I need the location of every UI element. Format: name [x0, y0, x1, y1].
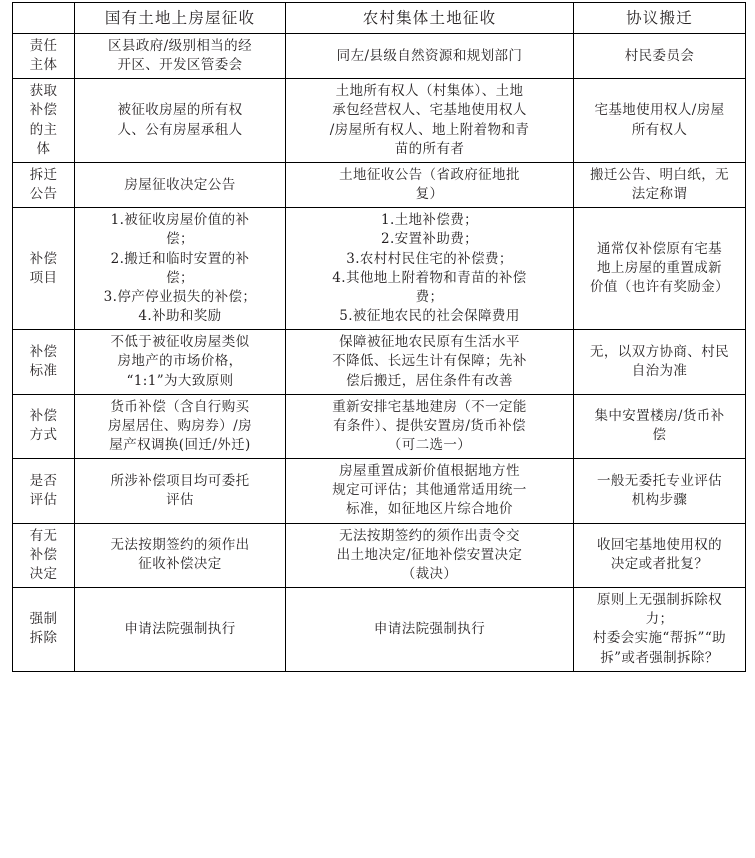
cell-line: 村委会实施“帮拆”“助: [592, 630, 727, 647]
cell-line: 3.停产停业损失的补偿；: [103, 288, 257, 305]
cell-line: 村民委员会: [624, 47, 695, 64]
row-label-line: 是否: [29, 472, 58, 489]
row-label-6: [13, 459, 75, 523]
cell-line: 被征收房屋的所有权: [117, 102, 243, 119]
cell-line: 区县政府/级别相当的经: [108, 38, 252, 54]
cell-line: 3.农村村民住宅的补偿费；: [346, 250, 513, 267]
cell-line: 评估: [166, 491, 194, 508]
row-label-line: 有无: [29, 527, 58, 544]
cell-line: 开区、开发区管委会: [117, 57, 243, 74]
cell-line: 机构步骤: [631, 491, 688, 508]
row-label-line: 获取: [29, 83, 58, 100]
row-label-line: 公告: [29, 186, 58, 203]
table-body: [13, 3, 746, 672]
cell-rural_collective-2: [286, 162, 574, 207]
row-label-line: 的主: [29, 121, 58, 138]
cell-line: 同左/县级自然资源和规划部门: [336, 47, 523, 64]
row-label-line: 标准: [29, 362, 58, 379]
cell-state_land-3: [75, 208, 286, 330]
row-label-line: 项目: [29, 269, 58, 286]
cell-line: 一般无委托专业评估: [596, 472, 723, 489]
cell-line: 2.搬迁和临时安置的补: [110, 250, 250, 267]
cell-line: 出土地决定/征地补偿安置决定: [336, 546, 523, 563]
cell-state_land-0: [75, 34, 286, 79]
cell-line: 人、公有房屋承租人: [117, 121, 243, 138]
cell-rural_collective-7: [286, 523, 574, 587]
cell-line: 复）: [415, 186, 444, 203]
cell-agreement_relocation-2: [574, 162, 746, 207]
cell-line: 4.其他地上附着物和青苗的补偿: [332, 269, 527, 286]
cell-line: 原则上无强制拆除权: [596, 592, 723, 609]
cell-line: 标准，如征地区片综合地价: [346, 501, 513, 518]
row-label-2: [13, 162, 75, 207]
cell-agreement_relocation-5: [574, 394, 746, 458]
cell-rural_collective-8: [286, 588, 574, 672]
cell-line: 力；: [645, 611, 674, 628]
column-header-agreement-relocation: 协议搬迁: [574, 3, 746, 34]
row-label-1: [13, 79, 75, 163]
cell-rural_collective-0: [286, 34, 574, 79]
row-label-line: 拆除: [29, 630, 58, 647]
row-label-line: 补偿: [29, 408, 58, 425]
cell-agreement_relocation-6: [574, 459, 746, 523]
table-row: [13, 330, 746, 394]
cell-rural_collective-6: [286, 459, 574, 523]
cell-line: 集中安置楼房/货币补: [594, 408, 725, 425]
cell-line: 不低于被征收房屋类似: [110, 334, 250, 351]
cell-line: 拆”或者强制拆除？: [600, 649, 719, 666]
cell-agreement_relocation-3: [574, 208, 746, 330]
cell-state_land-1: [75, 79, 286, 163]
table-header-row: [13, 3, 746, 34]
cell-line: 货币补偿（含自行购买: [110, 398, 250, 415]
cell-line: 5.被征地农民的社会保障费用: [339, 308, 520, 325]
cell-line: “1:1”为大致原则: [126, 372, 234, 389]
cell-line: 规定可评估；其他通常适用统一: [332, 482, 527, 499]
column-header-rural-collective: 农村集体土地征收: [286, 3, 574, 34]
cell-state_land-7: [75, 523, 286, 587]
cell-agreement_relocation-0: [574, 34, 746, 79]
cell-rural_collective-1: [286, 79, 574, 163]
table-row: [13, 34, 746, 79]
cell-line: 重新安排宅基地建房（不一定能: [332, 398, 527, 415]
row-label-line: 强制: [29, 611, 58, 628]
row-label-line: 决定: [29, 565, 58, 582]
cell-line: 决定或者批复？: [610, 556, 709, 573]
cell-line: 1.被征收房屋价值的补: [110, 212, 250, 229]
cell-line: 苗的所有者: [394, 140, 465, 157]
cell-line: 房屋居住、购房券）/房: [108, 417, 252, 434]
cell-line: 所有权人: [631, 121, 688, 138]
cell-line: 保障被征地农民原有生活水平: [339, 334, 520, 351]
table-row: [13, 588, 746, 672]
row-label-7: [13, 523, 75, 587]
cell-state_land-6: [75, 459, 286, 523]
cell-line: 申请法院强制执行: [373, 620, 486, 637]
cell-line: 费；: [415, 288, 444, 305]
cell-line: 房地产的市场价格，: [117, 353, 243, 370]
row-label-line: 体: [36, 140, 51, 157]
row-label-0: [13, 34, 75, 79]
cell-line: 无法按期签约的须作出: [110, 537, 250, 554]
cell-rural_collective-5: [286, 394, 574, 458]
cell-line: 偿: [652, 427, 667, 444]
cell-line: 征收补偿决定: [138, 556, 222, 573]
cell-line: 有条件）、提供安置房/货币补偿: [333, 417, 526, 434]
cell-line: 房屋重置成新价值根据地方性: [339, 463, 520, 480]
cell-line: 承包经营权人、宅基地使用权人: [332, 102, 527, 119]
cell-line: 2.安置补助费；: [380, 231, 479, 248]
row-label-line: 方式: [29, 427, 58, 444]
table-row: [13, 208, 746, 330]
cell-line: 宅基地使用权人/房屋: [594, 102, 725, 119]
cell-agreement_relocation-7: [574, 523, 746, 587]
cell-rural_collective-3: [286, 208, 574, 330]
cell-state_land-2: [75, 162, 286, 207]
table-row: [13, 79, 746, 163]
cell-line: 地上房屋的重置成新: [596, 260, 723, 277]
row-label-line: 补偿: [29, 546, 58, 563]
cell-line: 房屋征收决定公告: [124, 176, 236, 193]
cell-agreement_relocation-4: [574, 330, 746, 394]
row-label-line: 责任: [29, 38, 58, 54]
cell-line: 价值（也许有奖励金）: [590, 279, 729, 296]
cell-line: 偿；: [166, 231, 194, 248]
row-label-line: 评估: [29, 491, 58, 508]
comparison-table: [12, 2, 746, 672]
cell-rural_collective-4: [286, 330, 574, 394]
table-corner-cell: [13, 3, 75, 34]
cell-line: 4.补助和奖励: [138, 308, 222, 325]
column-header-state-land: 国有土地上房屋征收: [75, 3, 286, 34]
cell-line: 收回宅基地使用权的: [596, 537, 723, 554]
row-label-5: [13, 394, 75, 458]
cell-line: 不降低、长远生计有保障；先补: [332, 353, 527, 370]
row-label-line: 主体: [29, 57, 58, 74]
row-label-4: [13, 330, 75, 394]
cell-line: 土地所有权人（村集体）、土地: [335, 83, 524, 100]
table-row: [13, 459, 746, 523]
row-label-line: 补偿: [29, 250, 58, 267]
table-row: [13, 162, 746, 207]
cell-line: （可二选一）: [387, 436, 472, 453]
cell-line: 申请法院强制执行: [124, 620, 236, 637]
row-label-8: [13, 588, 75, 672]
cell-line: 通常仅补偿原有宅基: [596, 240, 723, 257]
table-row: [13, 523, 746, 587]
cell-line: 偿；: [166, 269, 194, 286]
row-label-line: 拆迁: [29, 166, 58, 183]
cell-line: 土地征收公告（省政府征地批: [339, 166, 520, 183]
cell-line: 屋产权调换(回迁/外迁): [109, 436, 251, 453]
cell-state_land-8: [75, 588, 286, 672]
cell-line: 所涉补偿项目均可委托: [110, 472, 250, 489]
cell-line: 搬迁公告、明白纸，无: [590, 166, 729, 183]
cell-line: 偿后搬迁，居住条件有改善: [346, 372, 513, 389]
cell-line: /房屋所有权人、地上附着物和青: [329, 121, 530, 138]
row-label-line: 补偿: [29, 102, 58, 119]
table-row: [13, 394, 746, 458]
cell-state_land-4: [75, 330, 286, 394]
cell-line: 1.土地补偿费；: [380, 212, 479, 229]
cell-line: 无，以双方协商、村民: [590, 343, 729, 360]
cell-line: 自治为准: [631, 362, 688, 379]
row-label-3: [13, 208, 75, 330]
cell-state_land-5: [75, 394, 286, 458]
cell-line: 无法按期签约的须作出责令交: [339, 527, 520, 544]
cell-agreement_relocation-1: [574, 79, 746, 163]
cell-agreement_relocation-8: [574, 588, 746, 672]
row-label-line: 补偿: [29, 343, 58, 360]
cell-line: （裁决）: [401, 565, 458, 582]
cell-line: 法定称谓: [631, 186, 688, 203]
